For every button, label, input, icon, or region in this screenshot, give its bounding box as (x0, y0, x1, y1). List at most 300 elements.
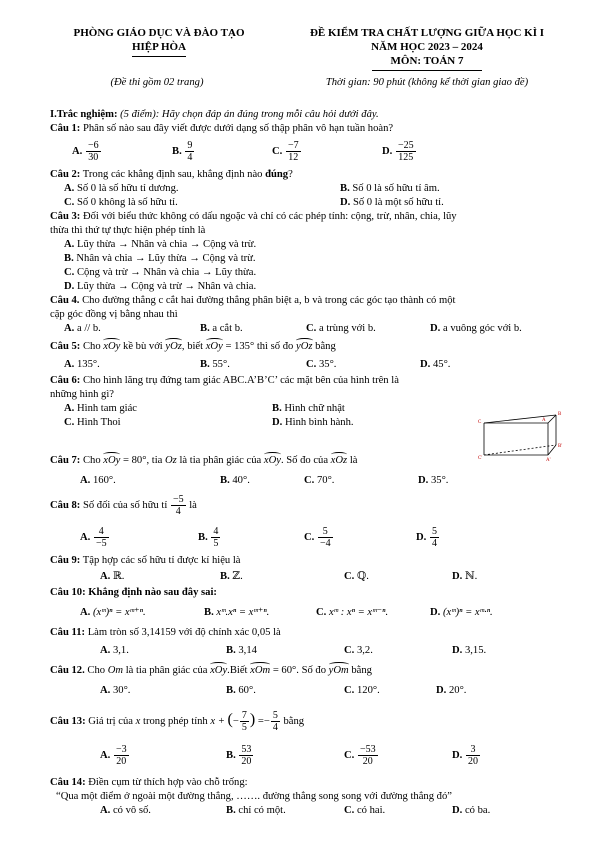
q1-option-b (172, 140, 195, 163)
fraction (86, 140, 101, 163)
question-text: Làm tròn số 3,14159 với độ chính xác 0,05 là (87, 627, 281, 638)
option-text: ℤ. (232, 571, 243, 582)
option-letter: A. (100, 749, 111, 761)
option-text: 135°. (76, 359, 100, 370)
q4-option-d (430, 322, 522, 335)
denominator: 12 (288, 152, 299, 163)
prism-figure (476, 411, 568, 463)
text-part: bằng (283, 715, 305, 727)
numerator: −5 (172, 494, 184, 505)
section-label: I.Trắc nghiệm: (50, 109, 118, 120)
option-letter: C. (316, 607, 327, 618)
angle: yOm (328, 665, 349, 676)
question-emphasis: sai (201, 587, 214, 598)
option-text: Hình bình hành. (284, 417, 354, 428)
option-text: Số 0 không là số hữu tỉ. (76, 197, 178, 208)
angle: yOz (165, 341, 182, 352)
option-letter: B. (200, 323, 210, 334)
option-text: 40°. (232, 475, 250, 486)
option-letter: C. (344, 805, 355, 816)
expression-part: x + (210, 715, 225, 727)
option-letter: B. (226, 685, 236, 696)
question-13: Câu 13: Giá trị của x trong phép tính x + (− $\frac{7}{5}$ ) =− $\frac{5}{4}$ bằng (50, 710, 305, 733)
numerator: 5 (431, 526, 437, 537)
denominator: 125 (398, 152, 414, 163)
option-letter: C. (344, 685, 355, 696)
option-letter: B. (200, 359, 210, 370)
option-text: 3,15. (464, 645, 487, 656)
q3-option-b (64, 252, 256, 265)
exam-title: ĐỀ KIỂM TRA CHẤT LƯỢNG GIỮA HỌC KÌ I (309, 27, 545, 39)
question-text: Cho đường thẳng c cắt hai đường thẳng phân biệt a, b và trong các góc tạo thành có một (82, 295, 456, 306)
option-letter: B. (226, 749, 236, 761)
section-title (50, 108, 379, 121)
q14-option-a (100, 804, 151, 817)
option-letter: A. (64, 323, 75, 334)
option-letter: B. (226, 645, 236, 656)
q12-option-c (344, 684, 380, 697)
option-text: 60°. (238, 685, 256, 696)
option-letter: D. (418, 475, 429, 486)
denominator: 20 (241, 756, 252, 767)
text-part: . Số đo của (280, 455, 329, 466)
denominator: 20 (116, 756, 127, 767)
denominator: 20 (362, 756, 373, 767)
option-letter: D. (340, 197, 351, 208)
option-letter: C. (344, 645, 355, 656)
q6-option-c (64, 416, 121, 429)
q12-option-b (226, 684, 256, 697)
option-letter: C. (344, 571, 355, 582)
numerator: 9 (187, 140, 193, 151)
text-part: .Biết (227, 665, 248, 676)
question-label: Câu 8: (50, 499, 81, 511)
question-label: Câu 5: (50, 341, 81, 352)
option-text: ℝ. (112, 571, 125, 582)
q14-option-c (344, 804, 385, 817)
option-letter: B. (220, 571, 230, 582)
option-text: có vô số. (112, 805, 151, 816)
q8-option-d (416, 526, 440, 549)
option-letter: A. (64, 403, 75, 414)
option-text: 45°. (432, 359, 451, 370)
text-part: bằng (315, 341, 336, 352)
question-text: Phân số nào sau đây viết được dưới dạng số thập phân vô hạn tuần hoàn? (82, 123, 394, 134)
text-part: = 135° thì số đo (225, 341, 294, 352)
option-text: Số 0 là số hữu tỉ dương. (76, 183, 179, 194)
fraction (358, 744, 378, 767)
option-letter: B. (272, 403, 282, 414)
q9-option-a (100, 570, 124, 583)
q13-option-a (100, 744, 130, 767)
option-text: Hình chữ nhật (284, 403, 345, 414)
angle: xOy (263, 455, 281, 466)
option-letter: D. (420, 359, 431, 370)
question-6 (50, 374, 399, 387)
q3-option-a (64, 238, 256, 251)
numerator: −53 (359, 744, 376, 755)
option-text: Số 0 là một số hữu tỉ. (352, 197, 444, 208)
question-7 (50, 454, 357, 467)
option-text: xᵐ : xⁿ = xᵐ⁻ⁿ. (328, 607, 389, 618)
option-letter: B. (340, 183, 350, 194)
q10-option-d (430, 606, 493, 619)
angle: xOy (103, 455, 121, 466)
option-letter: A. (72, 145, 83, 157)
option-letter: A. (64, 359, 75, 370)
option-text: 120°. (356, 685, 380, 696)
q3-option-d (64, 280, 256, 293)
option-letter: B. (220, 475, 230, 486)
q13-option-d (452, 744, 481, 767)
option-text: 35°. (430, 475, 449, 486)
option-letter: A. (80, 475, 91, 486)
option-letter: D. (272, 417, 283, 428)
q10-option-a (80, 606, 146, 619)
ray-name: Oz (165, 455, 177, 466)
fraction (239, 744, 253, 767)
option-text: 3,2. (356, 645, 373, 656)
option-letter: A. (64, 239, 75, 250)
q12-option-d (436, 684, 466, 697)
option-letter: C. (306, 323, 317, 334)
fig-label-a-prime: A' (546, 458, 551, 463)
question-10 (50, 586, 217, 599)
denominator: 4 (187, 152, 193, 163)
question-5 (50, 340, 336, 353)
question-label: Câu 13: (50, 715, 86, 727)
fraction (430, 526, 439, 549)
fig-label-c-prime: C' (478, 456, 483, 461)
header-right (282, 26, 572, 71)
fraction (211, 526, 220, 549)
fraction (318, 526, 333, 549)
q7-option-a (80, 474, 116, 487)
q9-option-d (452, 570, 477, 583)
question-11 (50, 626, 281, 639)
question-text: Tập hợp các số hữu tỉ được kí hiệu là (82, 555, 241, 566)
subject: MÔN: TOÁN 7 (390, 55, 464, 67)
question-9 (50, 554, 241, 567)
option-letter: C. (306, 359, 317, 370)
department-name: PHÒNG GIÁO DỤC VÀ ĐÀO TẠO (73, 27, 245, 39)
denominator: 30 (88, 152, 99, 163)
fraction (466, 744, 480, 767)
q1-option-d (382, 140, 417, 163)
denominator: 5 (241, 722, 247, 733)
option-letter: C. (272, 145, 283, 157)
option-text: Số 0 là số hữu tỉ âm. (352, 183, 440, 194)
question-12 (50, 664, 372, 677)
option-text: Cộng và trừ → Nhân và chia → Lũy thừa. (76, 267, 257, 278)
question-4-cont: cặp góc đồng vị bằng nhau thì (50, 309, 178, 320)
q14-option-d (452, 804, 490, 817)
question-label: Câu 3: (50, 211, 81, 222)
denominator: −5 (95, 538, 107, 549)
option-letter: C. (304, 531, 315, 543)
option-text: Hình tam giác (76, 403, 137, 414)
numerator: 4 (94, 526, 109, 538)
text-part: là (349, 455, 358, 466)
text-part: = 80°, tia (123, 455, 163, 466)
angle: xOm (250, 665, 271, 676)
q2-option-a (64, 182, 179, 195)
option-letter: A. (100, 645, 111, 656)
question-end: ? (288, 169, 293, 180)
angle: yOz (296, 341, 313, 352)
option-letter: C. (304, 475, 315, 486)
question-label: Câu 2: (50, 169, 81, 180)
option-text: xᵐ.xⁿ = xᵐ⁺ⁿ. (216, 607, 270, 618)
q13-option-b (226, 744, 254, 767)
question-2 (50, 168, 293, 181)
fig-label-b-prime: B' (558, 444, 563, 449)
fig-label-b: B (558, 412, 562, 417)
option-text: Lũy thừa → Cộng và trừ → Nhân và chia. (76, 281, 257, 292)
fraction (240, 710, 249, 733)
option-letter: C. (344, 749, 355, 761)
school-year: NĂM HỌC 2023 – 2024 (371, 41, 483, 53)
option-text: 3,1. (112, 645, 129, 656)
option-text: ℚ. (356, 571, 369, 582)
question-label: Câu 12. (50, 665, 85, 676)
q4-option-a (64, 322, 101, 335)
numerator: 53 (241, 744, 252, 755)
option-letter: B. (64, 253, 74, 264)
question-14-quote: “Qua một điểm ở ngoài một đường thẳng, ……. đường thẳng song song với đường thẳng đó” (56, 791, 452, 802)
q11-option-b (226, 644, 257, 657)
text-part: kề bù với (123, 341, 163, 352)
denominator: 4 (175, 506, 181, 517)
option-text: (xᵐ)ⁿ = xᵐ·ⁿ. (442, 607, 493, 618)
option-text: a // b. (76, 323, 101, 334)
option-letter: A. (80, 607, 91, 618)
q14-option-b (226, 804, 286, 817)
option-text: 3,14 (238, 645, 257, 656)
header-underline (132, 56, 186, 57)
numerator: 7 (241, 710, 247, 721)
q1-option-c (272, 140, 302, 163)
question-label: Câu 10: (50, 587, 86, 598)
option-letter: C. (64, 417, 75, 428)
numerator: −6 (87, 140, 99, 151)
header-left (44, 26, 274, 57)
option-letter: B. (172, 145, 182, 157)
q10-option-c (316, 606, 388, 619)
option-letter: D. (452, 645, 463, 656)
q6-option-a (64, 402, 137, 415)
q7-option-b (220, 474, 250, 487)
q8-option-b (198, 526, 221, 549)
paren-close: ) (249, 710, 256, 728)
option-letter: A. (100, 805, 111, 816)
fraction (114, 744, 129, 767)
page-count-note: (Đề thi gồm 02 trang) (110, 77, 204, 88)
text-part: Cho (82, 341, 101, 352)
option-text: 70°. (316, 475, 335, 486)
text-part: = 60°. Số đo (272, 665, 326, 676)
question-text: Khẳng định nào sau đây (88, 587, 199, 598)
option-text: a trùng với b. (318, 323, 376, 334)
question-14 (50, 776, 248, 789)
q7-option-d (418, 474, 448, 487)
q4-option-b (200, 322, 243, 335)
denominator: 4 (272, 722, 278, 733)
option-letter: D. (436, 685, 447, 696)
q13-option-c (344, 744, 379, 767)
option-text: 30°. (112, 685, 131, 696)
text-part: Số đối của số hữu tỉ (82, 499, 168, 511)
text-part: là tia phân giác của (125, 665, 208, 676)
numerator: 4 (213, 526, 219, 537)
denominator: −4 (319, 538, 331, 549)
header-underline-right (372, 70, 482, 71)
q6-option-d (272, 416, 354, 429)
option-text: ℕ. (464, 571, 478, 582)
q5-option-d (420, 358, 450, 371)
question-label: Câu 9: (50, 555, 81, 566)
question-emphasis: đúng (265, 169, 289, 180)
option-letter: D. (452, 749, 463, 761)
option-letter: B. (226, 805, 236, 816)
section-instruction: Hãy chọn đáp án đúng trong mỗi câu hỏi dưới đây. (161, 109, 379, 120)
angle: xOy (103, 341, 121, 352)
text-part: trong phép tính (143, 715, 208, 727)
option-text: có hai. (356, 805, 386, 816)
question-text: Cho hình lăng trụ đứng tam giác ABC.A’B’C’ các mặt bên của hình trên là (82, 375, 399, 386)
question-text: Trong các khẳng định sau, khẳng định nào (82, 169, 263, 180)
option-letter: A. (80, 531, 91, 543)
q8-option-c (304, 526, 334, 549)
numerator: 3 (466, 744, 480, 756)
numerator: −3 (115, 744, 127, 755)
question-label: Câu 7: (50, 455, 81, 466)
option-letter: B. (204, 607, 214, 618)
q11-option-d (452, 644, 486, 657)
option-text: 55°. (212, 359, 230, 370)
angle: xOy (205, 341, 223, 352)
q8-option-a (80, 526, 110, 549)
question-1 (50, 122, 393, 135)
q1-option-a (72, 140, 102, 163)
option-text: 35°. (318, 359, 337, 370)
option-text: (xᵐ)ⁿ = xᵐ⁺ⁿ. (92, 607, 146, 618)
fig-label-c: C (478, 420, 482, 425)
option-letter: A. (100, 571, 111, 582)
q7-option-c (304, 474, 334, 487)
district-name: HIỆP HÒA (131, 41, 187, 53)
text-part: Giá trị của (88, 715, 133, 727)
option-letter: D. (430, 607, 441, 618)
question-end: : (213, 587, 217, 598)
question-label: Câu 6: (50, 375, 81, 386)
angle: xOz (330, 455, 348, 466)
option-text: Lũy thừa → Nhân và chia → Cộng và trừ. (76, 239, 257, 250)
q9-option-c (344, 570, 369, 583)
fig-label-a: A (542, 418, 546, 423)
paren-open: ( (227, 710, 233, 728)
numerator: −25 (397, 140, 414, 151)
q11-option-a (100, 644, 129, 657)
q2-option-d (340, 196, 444, 209)
variable: x (135, 715, 141, 727)
question-3-cont: thừa thì thứ tự thực hiện phép tính là (50, 225, 206, 236)
option-letter: A. (100, 685, 111, 696)
option-letter: C. (64, 197, 75, 208)
fraction (271, 710, 280, 733)
option-text: Hình Thoi (76, 417, 121, 428)
section-points: (5 điểm): (120, 109, 160, 120)
option-text: a vuông góc với b. (442, 323, 522, 334)
text-part: là tia phân giác của (179, 455, 262, 466)
question-text: Đối với biểu thức không có dấu ngoặc và chỉ có các phép tính: cộng, trừ, nhân, chia, lũy (82, 211, 457, 222)
q3-option-c (64, 266, 256, 279)
angle: xOy (210, 665, 228, 676)
text-part: Cho (87, 665, 106, 676)
q9-option-b (220, 570, 243, 583)
question-label: Câu 1: (50, 123, 81, 134)
fraction (286, 140, 301, 163)
question-6-cont: những hình gì? (50, 389, 115, 400)
option-letter: A. (64, 183, 75, 194)
fraction (171, 494, 186, 517)
question-label: Câu 14: (50, 777, 86, 788)
question-8 (50, 494, 197, 517)
numerator: −7 (287, 140, 299, 151)
option-letter: D. (430, 323, 441, 334)
fraction (94, 526, 109, 549)
option-text: a cắt b. (212, 323, 243, 334)
option-text: 20°. (448, 685, 467, 696)
option-text: Nhân và chia → Lũy thừa → Cộng và trừ. (76, 253, 256, 264)
question-text: Điền cụm từ thích hợp vào chỗ trống: (88, 777, 248, 788)
q2-option-b (340, 182, 440, 195)
text-part: , biết (181, 341, 204, 352)
option-letter: D. (452, 805, 463, 816)
denominator: 20 (467, 756, 478, 767)
option-text: 160°. (92, 475, 116, 486)
q5-option-b (200, 358, 230, 371)
text-part: bằng (351, 665, 372, 676)
option-letter: C. (64, 267, 75, 278)
q10-option-b (204, 606, 269, 619)
q11-option-c (344, 644, 373, 657)
question-3 (50, 210, 457, 223)
expression-part: = (257, 715, 264, 727)
denominator: 4 (431, 538, 437, 549)
time-note: Thời gian: 90 phút (không kể thời gian giao đề) (325, 77, 529, 88)
fraction (185, 140, 194, 163)
q6-option-b (272, 402, 345, 415)
option-text: chỉ có một. (238, 805, 286, 816)
q5-option-a (64, 358, 100, 371)
question-label: Câu 4. (50, 295, 80, 306)
denominator: 5 (213, 538, 219, 549)
text-part: Cho (82, 455, 101, 466)
q4-option-c (306, 322, 376, 335)
option-letter: D. (416, 531, 427, 543)
option-letter: D. (64, 281, 75, 292)
question-4 (50, 294, 455, 307)
fraction (396, 140, 416, 163)
question-label: Câu 11: (50, 627, 86, 638)
text-part: là (189, 499, 197, 511)
option-text: có ba. (464, 805, 491, 816)
option-letter: D. (382, 145, 393, 157)
q12-option-a (100, 684, 130, 697)
option-letter: B. (198, 531, 208, 543)
q2-option-c (64, 196, 178, 209)
